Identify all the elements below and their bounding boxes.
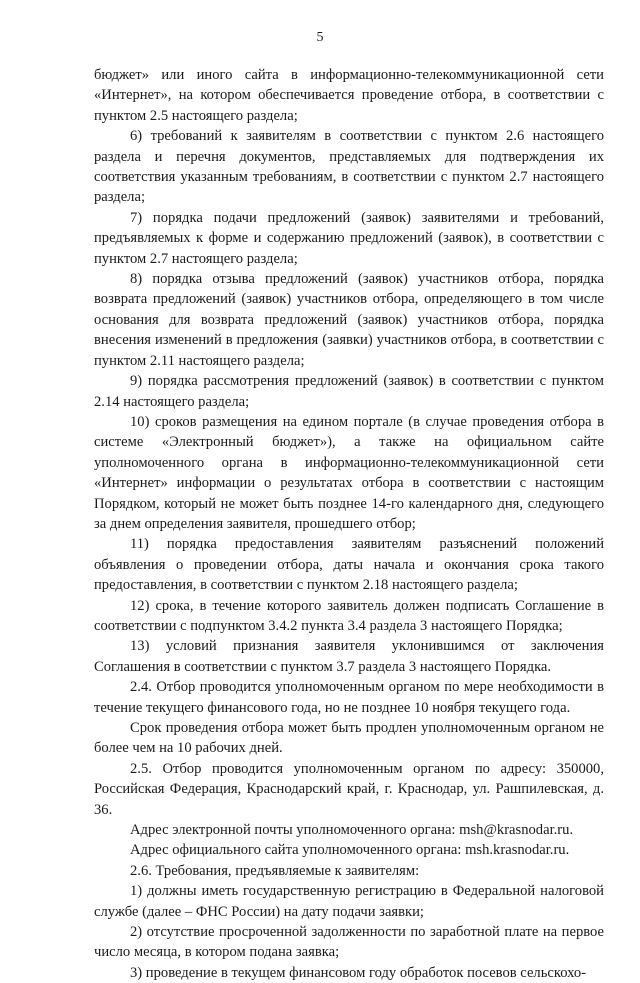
page-number: 5 bbox=[316, 30, 324, 45]
paragraph-email: Адрес электронной почты уполномоченного органа: msh@krasnodar.ru. bbox=[130, 822, 574, 839]
paragraph-requirement-3: 3) проведение в текущем финансовом году обработок посевов сельскохо- bbox=[130, 964, 587, 981]
paragraph-website: Адрес официального сайта уполномоченного органа: msh.krasnodar.ru. bbox=[130, 842, 570, 859]
paragraph-section-2-4: 2.4. Отбор проводится уполномоченным органом по мере необходимости в течение текущего финансового года, но не позднее 10 ноября текущего года. bbox=[94, 679, 604, 716]
paragraph-extension-term: Срок проведения отбора может быть продлен уполномоченным органом не более чем на 10 рабочих дней. bbox=[94, 720, 604, 757]
paragraph-item-13: 13) условий признания заявителя уклонившимся от заключения Соглашения в соответствии с пунктом 3.7 раздела 3 настоящего Порядка. bbox=[94, 638, 604, 675]
paragraph-item-7: 7) порядка подачи предложений (заявок) заявителями и требований, предъявляемых к форме и содержанию предложений (заявок), в соответствии с пунктом 2.7 настоящего раздела; bbox=[94, 209, 604, 267]
document-body bbox=[94, 65, 604, 983]
paragraph-continuation: бюджет» или иного сайта в информационно-телекоммуникационной сети «Интернет», на котором обеспечивается проведение отбора, в соответствии с пунктом 2.5 настоящего раздела; bbox=[94, 67, 604, 124]
paragraph-item-12: 12) срока, в течение которого заявитель должен подписать Соглашение в соответствии с подпунктом 3.4.2 пункта 3.4 раздела 3 настоящего Порядка; bbox=[94, 597, 604, 634]
paragraph-item-11: 11) порядка предоставления заявителям разъяснений положений объявления о проведении отбора, даты начала и окончания срока такого предоставления, в соответствии с пунктом 2.18 настоящего раздела; bbox=[94, 536, 604, 594]
paragraph-item-10: 10) сроков размещения на едином портале (в случае проведения отбора в системе «Электронный бюджет»), а также на официальном сайте уполномоченного органа в информационно-телекоммуникационной сети «Интернет» информации о результатах отбора в соответствии с настоящим Порядком, который не может быть позднее 14-го календарного дня, следующего за днем определения заявителя, прошедшего отбор; bbox=[94, 413, 604, 532]
paragraph-section-2-6: 2.6. Требования, предъявляемые к заявителям: bbox=[130, 862, 420, 879]
paragraph-item-6: 6) требований к заявителям в соответствии с пунктом 2.6 настоящего раздела и перечня документов, представляемых для подтверждения их соответствия указанным требованиям, в соответствии с пунктом 2.7 настоящего раздела; bbox=[94, 128, 604, 206]
paragraph-requirement-1: 1) должны иметь государственную регистрацию в Федеральной налоговой службе (далее – ФНС России) на дату подачи заявки; bbox=[94, 883, 604, 920]
paragraph-section-2-5: 2.5. Отбор проводится уполномоченным органом по адресу: 350000, Российская Федерация, Краснодарский край, г. Краснодар, ул. Рашпилевская, д. 36. bbox=[94, 760, 604, 818]
paragraph-item-8: 8) порядка отзыва предложений (заявок) участников отбора, порядка возврата предложений (заявок) участников отбора, определяющего в том числе основания для возврата предложений (заявок) участников отбора, порядка внесения изменений в предложения (заявки) участников отбора, в соответствии с пунктом 2.11 настоящего раздела; bbox=[94, 271, 604, 369]
paragraph-requirement-2: 2) отсутствие просроченной задолженности по заработной плате на первое число месяца, в котором подана заявка; bbox=[94, 924, 604, 961]
paragraph-item-9: 9) порядка рассмотрения предложений (заявок) в соответствии с пунктом 2.14 настоящего раздела; bbox=[94, 373, 604, 410]
